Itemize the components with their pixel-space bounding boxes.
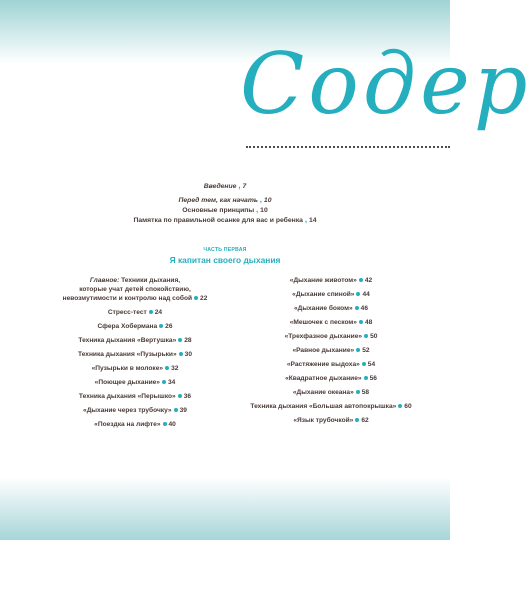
- bullet-dot: [179, 352, 183, 356]
- bullet-dot: [165, 366, 169, 370]
- bullet-dot: [194, 296, 198, 300]
- bullet-dot: [356, 292, 360, 296]
- toc-entry[interactable]: Техника дыхания «Пузырьки» 30: [78, 351, 192, 358]
- bullet-dot: [149, 310, 153, 314]
- toc-entry[interactable]: «Квадратное дыхание» 56: [285, 375, 377, 382]
- bullet-dot: [355, 306, 359, 310]
- toc-entry[interactable]: Техника дыхания «Вертушка» 28: [78, 337, 192, 344]
- bullet-dot: [398, 404, 402, 408]
- toc-entry[interactable]: «Равное дыхание» 52: [292, 347, 370, 354]
- toc-entry-line: невозмутимости и контролю над собой 22: [62, 295, 208, 302]
- toc-entry[interactable]: «Поездка на лифте» 40: [94, 421, 176, 428]
- toc-entry[interactable]: Техника дыхания «Большая автопокрышка» 60: [250, 403, 412, 410]
- bullet-dot: [174, 408, 178, 412]
- toc-entry-line: которые учат детей спокойствию,: [79, 286, 191, 293]
- bullet-dot: [362, 362, 366, 366]
- toc-entry[interactable]: Главное: Техники дыхания,: [89, 277, 181, 284]
- part-label: ЧАСТЬ ПЕРВАЯ: [203, 247, 247, 253]
- bullet-dot: [364, 376, 368, 380]
- toc-intro-entry[interactable]: Основные принципы , 10: [182, 205, 268, 214]
- bullet-dot: [359, 278, 363, 282]
- toc-entry[interactable]: «Дыхание спиной» 44: [292, 291, 370, 298]
- toc-entry[interactable]: «Пузырьки в молоке» 32: [91, 365, 179, 372]
- toc-entry[interactable]: «Дыхание боком» 46: [293, 305, 368, 312]
- bullet-dot: [159, 324, 163, 328]
- bullet-dot: [364, 334, 368, 338]
- bullet-dot: [162, 380, 166, 384]
- bullet-dot: [356, 390, 360, 394]
- toc-entry[interactable]: «Мешочек с песком» 48: [289, 319, 373, 326]
- toc-entry[interactable]: «Поющее дыхание» 34: [94, 379, 176, 386]
- bullet-dot: [355, 418, 359, 422]
- toc-right-column: [228, 276, 434, 436]
- toc-intro-entry[interactable]: Перед тем, как начать , 10: [178, 195, 272, 204]
- part-title: Я капитан своего дыхания: [169, 255, 281, 265]
- toc-entry[interactable]: «Дыхание через трубочку» 39: [83, 407, 187, 414]
- bullet-dot: [178, 394, 182, 398]
- toc-intro-entry[interactable]: Памятка по правильной осанке для вас и ребенка , 14: [133, 215, 317, 224]
- toc-entry[interactable]: «Язык трубочкой» 62: [293, 417, 369, 424]
- bullet-dot: [359, 320, 363, 324]
- toc-intro-entry[interactable]: Введение , 7: [203, 181, 247, 190]
- bullet-dot: [163, 422, 167, 426]
- toc-entry[interactable]: «Трехфазное дыхание» 50: [284, 333, 378, 340]
- toc-entry[interactable]: Техника дыхания «Перышко» 36: [78, 393, 192, 400]
- bullet-dot: [356, 348, 360, 352]
- bullet-dot: [178, 338, 182, 342]
- toc-entry[interactable]: «Дыхание океана» 58: [292, 389, 370, 396]
- toc-entry[interactable]: Сфера Хобермана 26: [97, 323, 173, 330]
- toc-entry[interactable]: «Дыхание животом» 42: [289, 277, 373, 284]
- toc-left-column: [30, 276, 240, 446]
- toc-entry[interactable]: Стресс-тест 24: [107, 309, 163, 316]
- toc-entry[interactable]: «Растяжение выдоха» 54: [286, 361, 376, 368]
- page-title: Содер: [240, 35, 532, 133]
